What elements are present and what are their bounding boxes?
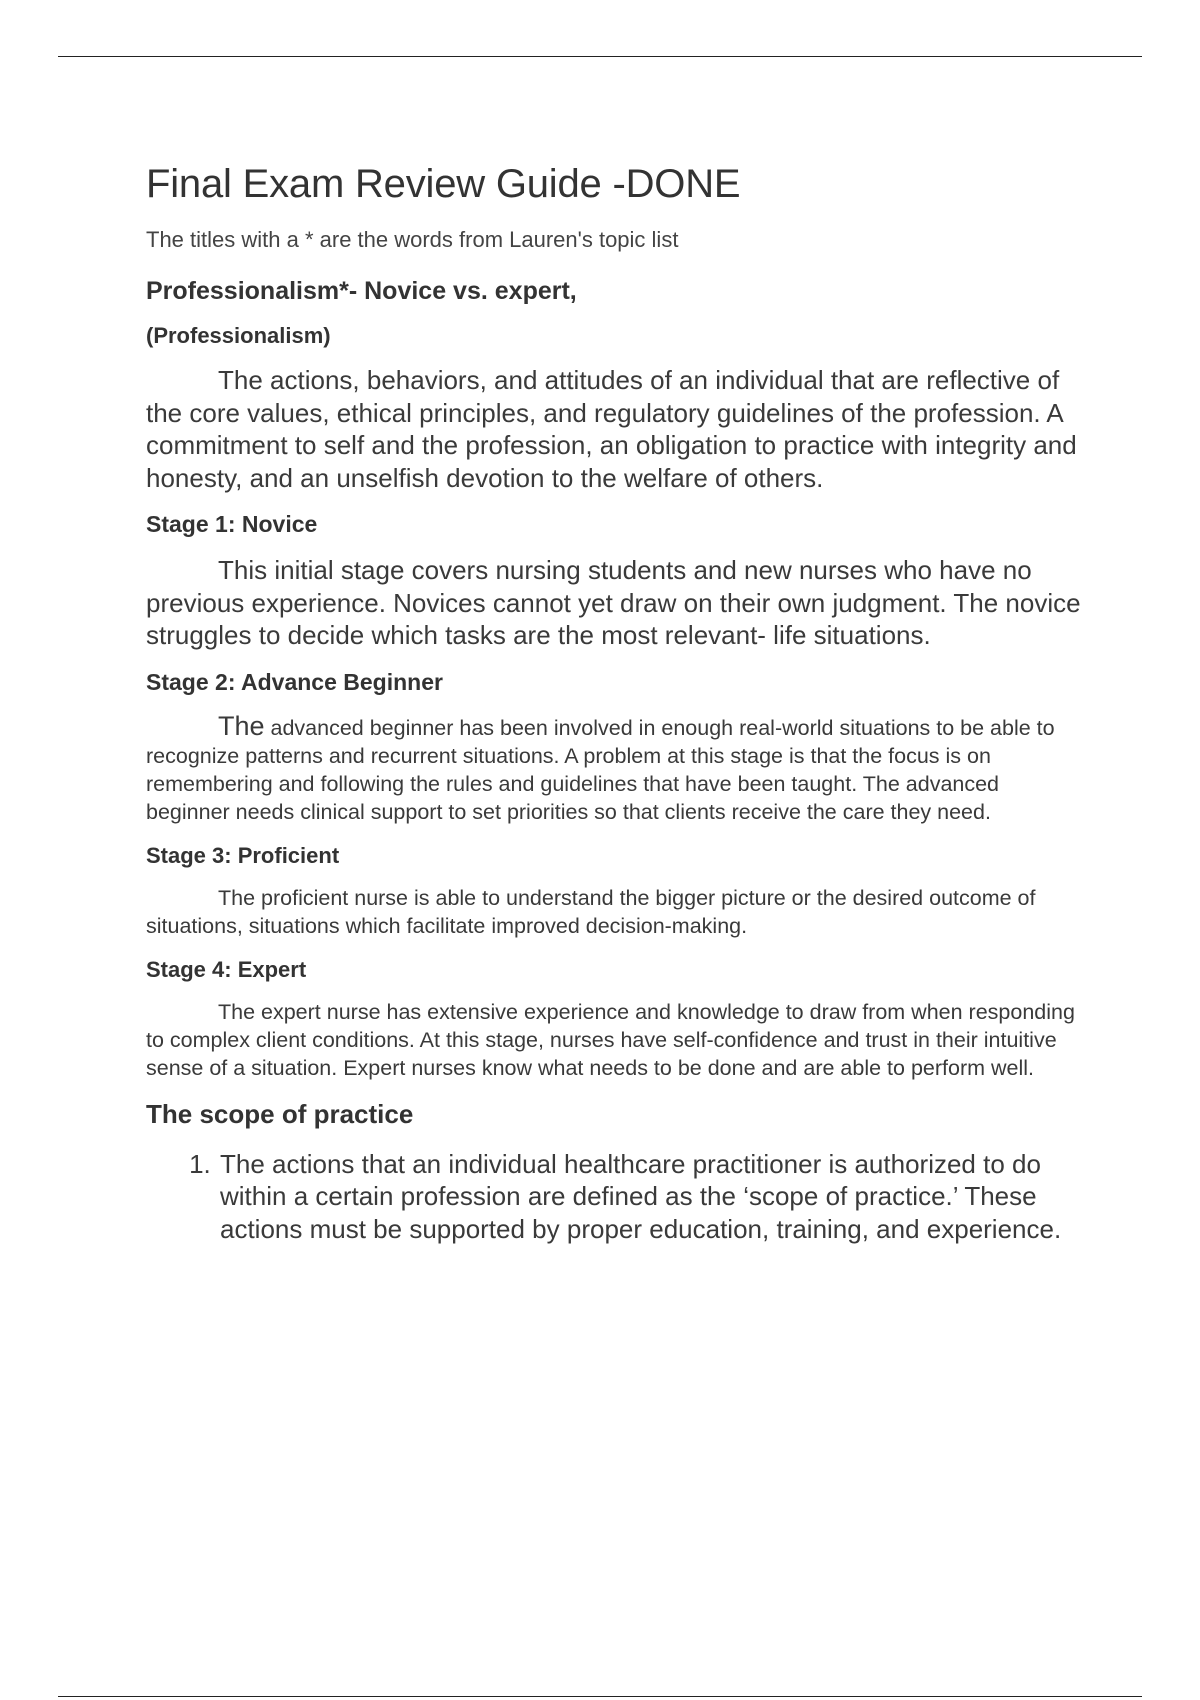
stage-text-body: advanced beginner has been involved in enough real-world situations to be able to recognize patterns and recurrent situations. A problem at this stage is that the focus is on remembering and following the rules and guidelines that have been taught. The advanced beginner needs clinical support to set priorities so that clients receive the care they need. [146,715,1055,824]
list-item: 1. The actions that an individual healthcare practitioner is authorized to do within a certain profession are defined as the ‘scope of practice.’ These actions must be supported by proper education, training, and experience. [218,1148,1086,1246]
stage-heading-novice: Stage 1: Novice [146,511,318,537]
subsection-heading: (Professionalism) [146,323,331,348]
stage-heading-proficient: Stage 3: Proficient [146,842,340,868]
scope-heading: The scope of practice [146,1098,414,1129]
scope-list [146,1148,1086,1246]
stage-text-expert: The expert nurse has extensive experience and knowledge to draw from when responding to complex client conditions. At this stage, nurses have self-confidence and trust in their intuitive sense of a situation. Expert nurses know what needs to be done and are able to perform well. [146,999,1075,1080]
page-bottom-rule [58,1696,1142,1697]
stage-text-lead-word: The [218,710,265,741]
section-heading-professionalism: Professionalism*- Novice vs. expert, [146,277,577,305]
stage-heading-expert: Stage 4: Expert [146,956,307,982]
stage-text-novice: This initial stage covers nursing students and new nurses who have no previous experience. Novices cannot yet draw on their own judgment. The novice struggles to decide which tasks are the most relevant- life situations. [146,555,1081,650]
subtitle-note: The titles with a * are the words from Lauren's topic list [146,227,679,252]
page-top-rule [58,56,1142,57]
professionalism-definition: The actions, behaviors, and attitudes of an individual that are reflective of the core values, ethical principles, and regulatory guidelines of the profession. A commitment to self and the profession, an obligation to practice with integrity and honesty, and an unselfish devotion to the welfare of others. [146,365,1077,493]
stage-text-proficient: The proficient nurse is able to understand the bigger picture or the desired outcome of situations, situations which facilitate improved decision-making. [146,885,1036,938]
page-title: Final Exam Review Guide -DONE [146,162,741,206]
document-body [146,160,1086,1245]
stage-heading-advance-beginner: Stage 2: Advance Beginner [146,668,443,695]
stage-text-advance-beginner [146,712,1086,826]
